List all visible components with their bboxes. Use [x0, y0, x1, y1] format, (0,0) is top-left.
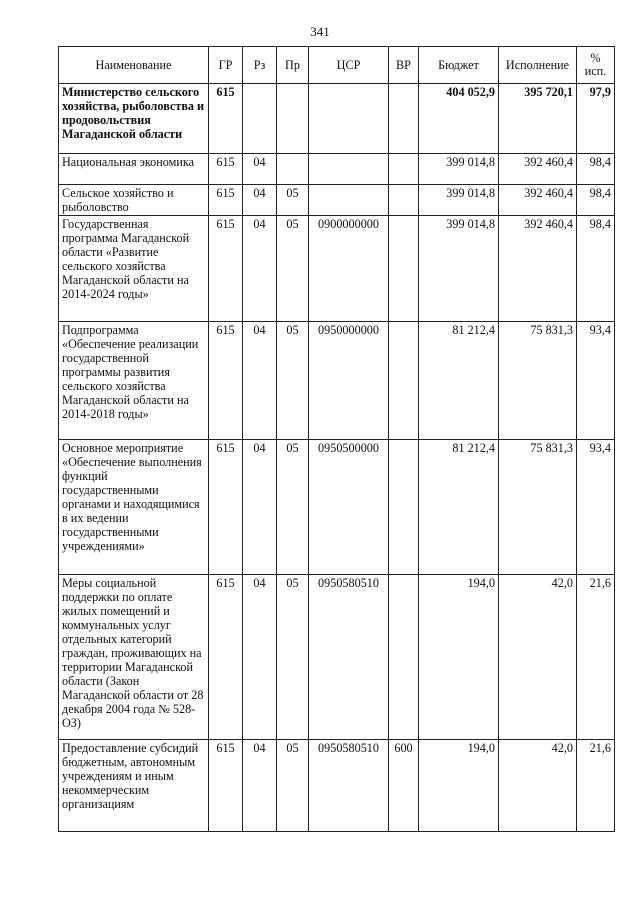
- table-row: [59, 154, 615, 185]
- header-rz: Рз: [243, 47, 277, 84]
- row-name: Сельское хозяйство и рыболовство: [59, 185, 209, 216]
- row-rz: 04: [243, 216, 277, 322]
- row-vr: [389, 322, 419, 440]
- row-pr: [277, 154, 309, 185]
- row-gr: 615: [209, 575, 243, 740]
- row-rz: [243, 84, 277, 154]
- row-pr: 05: [277, 216, 309, 322]
- row-budget: 399 014,8: [419, 154, 499, 185]
- row-csr: [309, 84, 389, 154]
- row-csr: 0950500000: [309, 440, 389, 575]
- row-percent: 93,4: [577, 322, 615, 440]
- header-gr: ГР: [209, 47, 243, 84]
- table-row: [59, 322, 615, 440]
- row-budget: 399 014,8: [419, 185, 499, 216]
- row-name: Подпрограмма «Обеспечение реализации государственной программы развития сельского хозяйства Магаданской области на 2014-2018 годы»: [59, 322, 209, 440]
- table-row: [59, 575, 615, 740]
- row-name: Меры социальной поддержки по оплате жилых помещений и коммунальных услуг отдельных категорий граждан, проживающих на территории Магаданской области (Закон Магаданской области от 28 декабря 2004 года № 528-ОЗ): [59, 575, 209, 740]
- row-rz: 04: [243, 154, 277, 185]
- row-percent: 98,4: [577, 154, 615, 185]
- header-csr: ЦСР: [309, 47, 389, 84]
- row-percent: 93,4: [577, 440, 615, 575]
- row-gr: 615: [209, 154, 243, 185]
- row-execution: 392 460,4: [499, 154, 577, 185]
- row-execution: 392 460,4: [499, 216, 577, 322]
- table-row: [59, 185, 615, 216]
- row-gr: 615: [209, 84, 243, 154]
- row-execution: 75 831,3: [499, 322, 577, 440]
- row-csr: 0950580510: [309, 575, 389, 740]
- header-percent-symbol: %: [590, 51, 601, 65]
- row-pr: 05: [277, 322, 309, 440]
- budget-table: [58, 46, 615, 832]
- row-rz: 04: [243, 575, 277, 740]
- row-pr: 05: [277, 575, 309, 740]
- row-csr: [309, 185, 389, 216]
- row-vr: [389, 154, 419, 185]
- row-csr: 0950000000: [309, 322, 389, 440]
- row-pr: 05: [277, 185, 309, 216]
- row-vr: [389, 216, 419, 322]
- table-row: [59, 440, 615, 575]
- row-budget: 194,0: [419, 740, 499, 832]
- table-row: [59, 84, 615, 154]
- row-gr: 615: [209, 740, 243, 832]
- row-budget: 81 212,4: [419, 440, 499, 575]
- row-csr: [309, 154, 389, 185]
- row-execution: 42,0: [499, 575, 577, 740]
- row-gr: 615: [209, 322, 243, 440]
- row-vr: [389, 185, 419, 216]
- row-budget: 399 014,8: [419, 216, 499, 322]
- row-execution: 42,0: [499, 740, 577, 832]
- row-percent: 21,6: [577, 740, 615, 832]
- row-rz: 04: [243, 740, 277, 832]
- row-vr: [389, 84, 419, 154]
- row-percent: 97,9: [577, 84, 615, 154]
- row-rz: 04: [243, 322, 277, 440]
- row-pr: 05: [277, 740, 309, 832]
- row-name: Основное мероприятие «Обеспечение выполнения функций государственными органами и находящимися в их ведении государственными учреждениями»: [59, 440, 209, 575]
- row-percent: 98,4: [577, 216, 615, 322]
- row-execution: 392 460,4: [499, 185, 577, 216]
- page-number: 341: [310, 24, 330, 39]
- row-vr: 600: [389, 740, 419, 832]
- table-row: [59, 740, 615, 832]
- table-header-row: [59, 47, 615, 84]
- header-name: Наименование: [59, 47, 209, 84]
- row-percent: 98,4: [577, 185, 615, 216]
- row-name: Государственная программа Магаданской области «Развитие сельского хозяйства Магаданской области на 2014-2024 годы»: [59, 216, 209, 322]
- row-rz: 04: [243, 185, 277, 216]
- header-vr: ВР: [389, 47, 419, 84]
- header-budget: Бюджет: [419, 47, 499, 84]
- row-execution: 75 831,3: [499, 440, 577, 575]
- row-csr: 0900000000: [309, 216, 389, 322]
- row-name: Национальная экономика: [59, 154, 209, 185]
- row-name: Министерство сельского хозяйства, рыболовства и продовольствия Магаданской области: [59, 84, 209, 154]
- row-gr: 615: [209, 440, 243, 575]
- header-percent: [577, 47, 615, 84]
- row-vr: [389, 575, 419, 740]
- row-pr: [277, 84, 309, 154]
- table-row: [59, 216, 615, 322]
- row-vr: [389, 440, 419, 575]
- row-name: Предоставление субсидий бюджетным, автономным учреждениям и иным некоммерческим организациям: [59, 740, 209, 832]
- header-execution: Исполнение: [499, 47, 577, 84]
- row-budget: 404 052,9: [419, 84, 499, 154]
- row-budget: 81 212,4: [419, 322, 499, 440]
- row-csr: 0950580510: [309, 740, 389, 832]
- row-pr: 05: [277, 440, 309, 575]
- row-execution: 395 720,1: [499, 84, 577, 154]
- row-gr: 615: [209, 185, 243, 216]
- header-percent-label: исп.: [584, 64, 607, 78]
- header-pr: Пр: [277, 47, 309, 84]
- row-rz: 04: [243, 440, 277, 575]
- row-percent: 21,6: [577, 575, 615, 740]
- row-budget: 194,0: [419, 575, 499, 740]
- row-gr: 615: [209, 216, 243, 322]
